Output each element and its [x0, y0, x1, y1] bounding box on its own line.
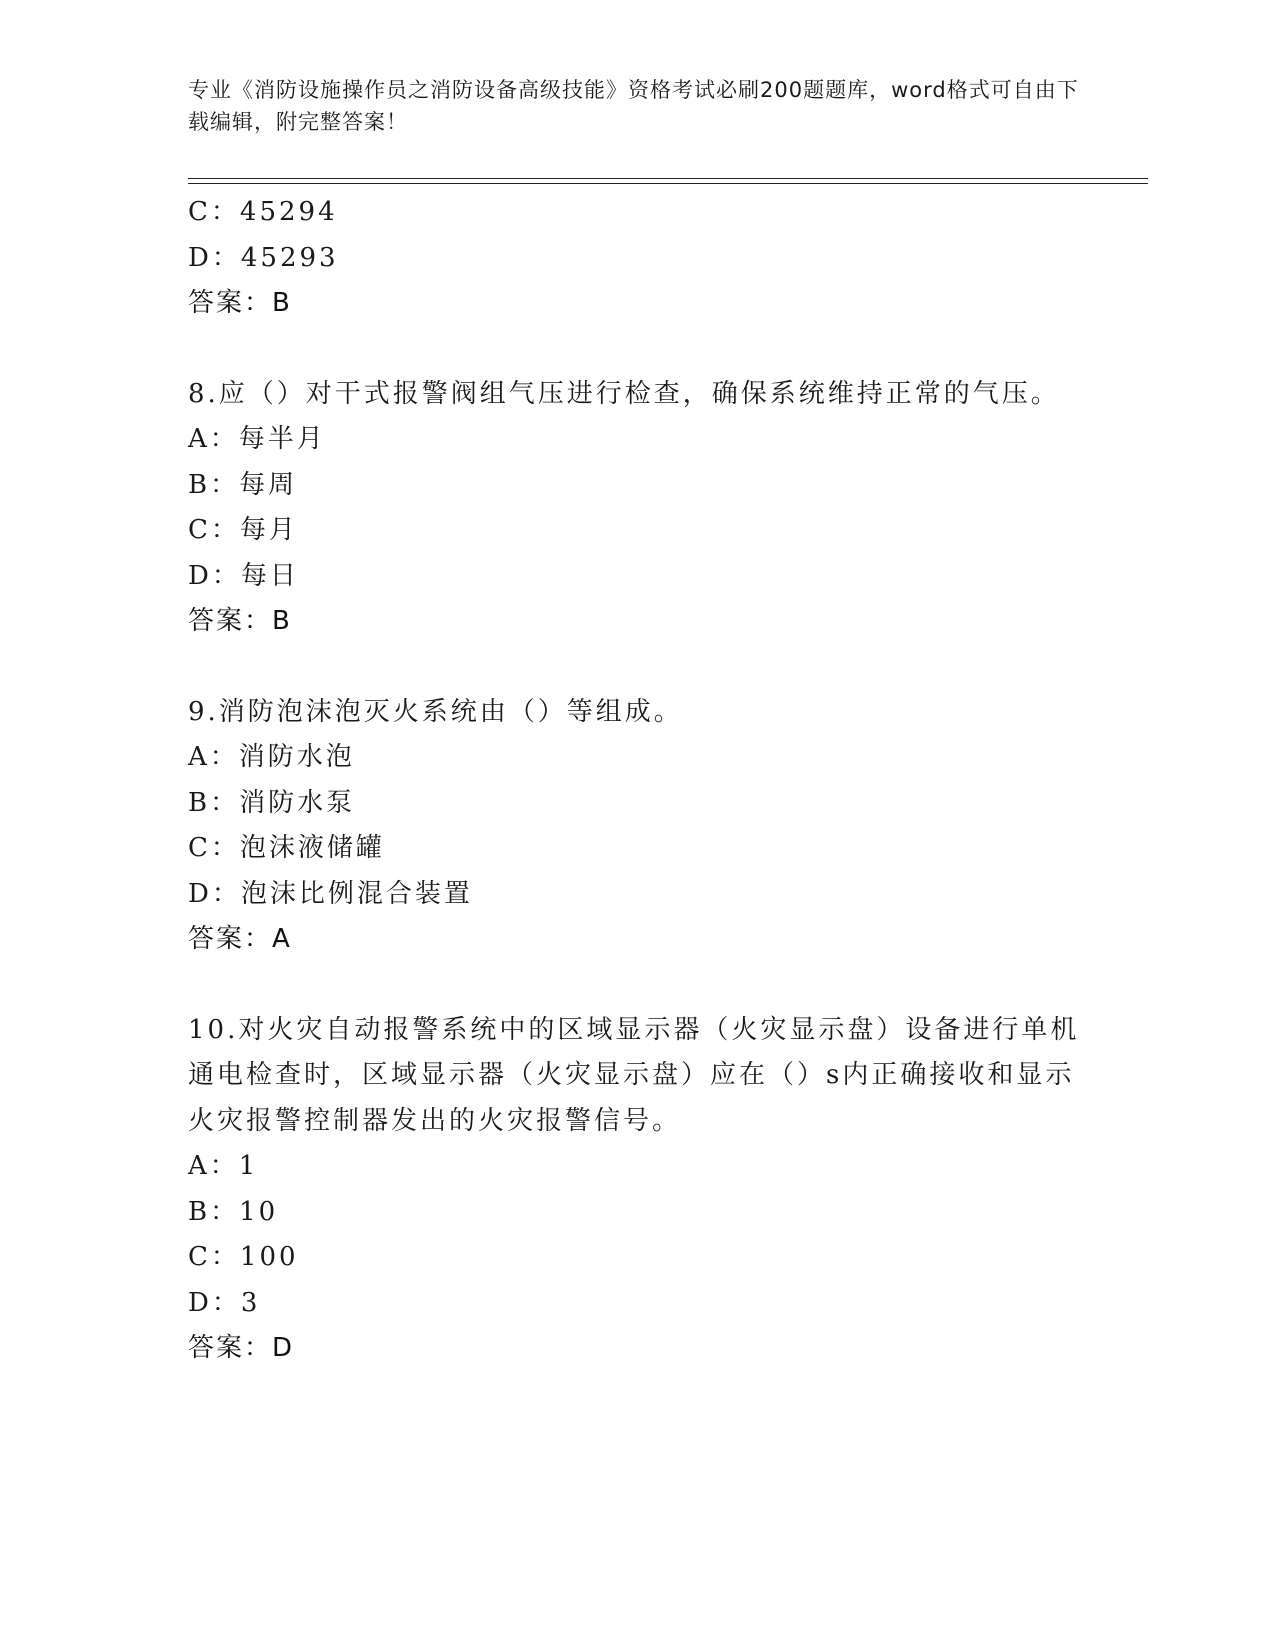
question-text-line-1: 10.对火灾自动报警系统中的区域显示器（火灾显示盘）设备进行单机 — [188, 1014, 1080, 1045]
answer-line: 答案：B — [188, 606, 292, 636]
answer-line: 答案：D — [188, 1333, 295, 1363]
option-c: C：泡沫液储罐 — [188, 833, 385, 863]
question-10 — [188, 1008, 1088, 1372]
option-c: C：45294 — [188, 197, 338, 227]
header-rule-bottom — [188, 183, 1148, 184]
option-d: D：每日 — [188, 560, 299, 591]
header-rule-top — [188, 178, 1148, 179]
option-b: B：消防水泵 — [188, 787, 356, 818]
question-9 — [188, 690, 1088, 963]
option-c: C：每月 — [188, 515, 298, 545]
spacer — [188, 963, 1088, 1008]
option-b: B：每周 — [188, 469, 298, 500]
option-c: C：100 — [188, 1242, 299, 1272]
question-7-tail — [188, 190, 1088, 327]
option-d: D：3 — [188, 1287, 261, 1318]
question-text: 9.消防泡沫泡灭火系统由（）等组成。 — [188, 696, 683, 727]
answer-line: 答案：A — [188, 924, 292, 954]
option-a: A：1 — [188, 1151, 259, 1181]
question-text-line-3: 火灾报警控制器发出的火灾报警信号。 — [188, 1105, 682, 1136]
answer-line: 答案：B — [188, 288, 292, 318]
option-d: D：45293 — [188, 242, 339, 273]
option-a: A：消防水泡 — [188, 742, 355, 772]
question-text-line-2: 通电检查时，区域显示器（火灾显示盘）应在（）s内正确接收和显示 — [188, 1060, 1075, 1090]
document-header — [188, 74, 1088, 138]
option-b: B：10 — [188, 1196, 279, 1227]
spacer — [188, 327, 1088, 372]
header-text: 专业《消防设施操作员之消防设备高级技能》资格考试必刷200题题库，word格式可自由下载编辑，附完整答案！ — [188, 78, 1079, 134]
spacer — [188, 645, 1088, 690]
option-a: A：每半月 — [188, 424, 326, 454]
option-d: D：泡沫比例混合装置 — [188, 878, 473, 909]
question-8 — [188, 372, 1088, 645]
document-body — [188, 190, 1088, 1372]
question-text: 8.应（）对干式报警阀组气压进行检查，确保系统维持正常的气压。 — [188, 378, 1060, 409]
